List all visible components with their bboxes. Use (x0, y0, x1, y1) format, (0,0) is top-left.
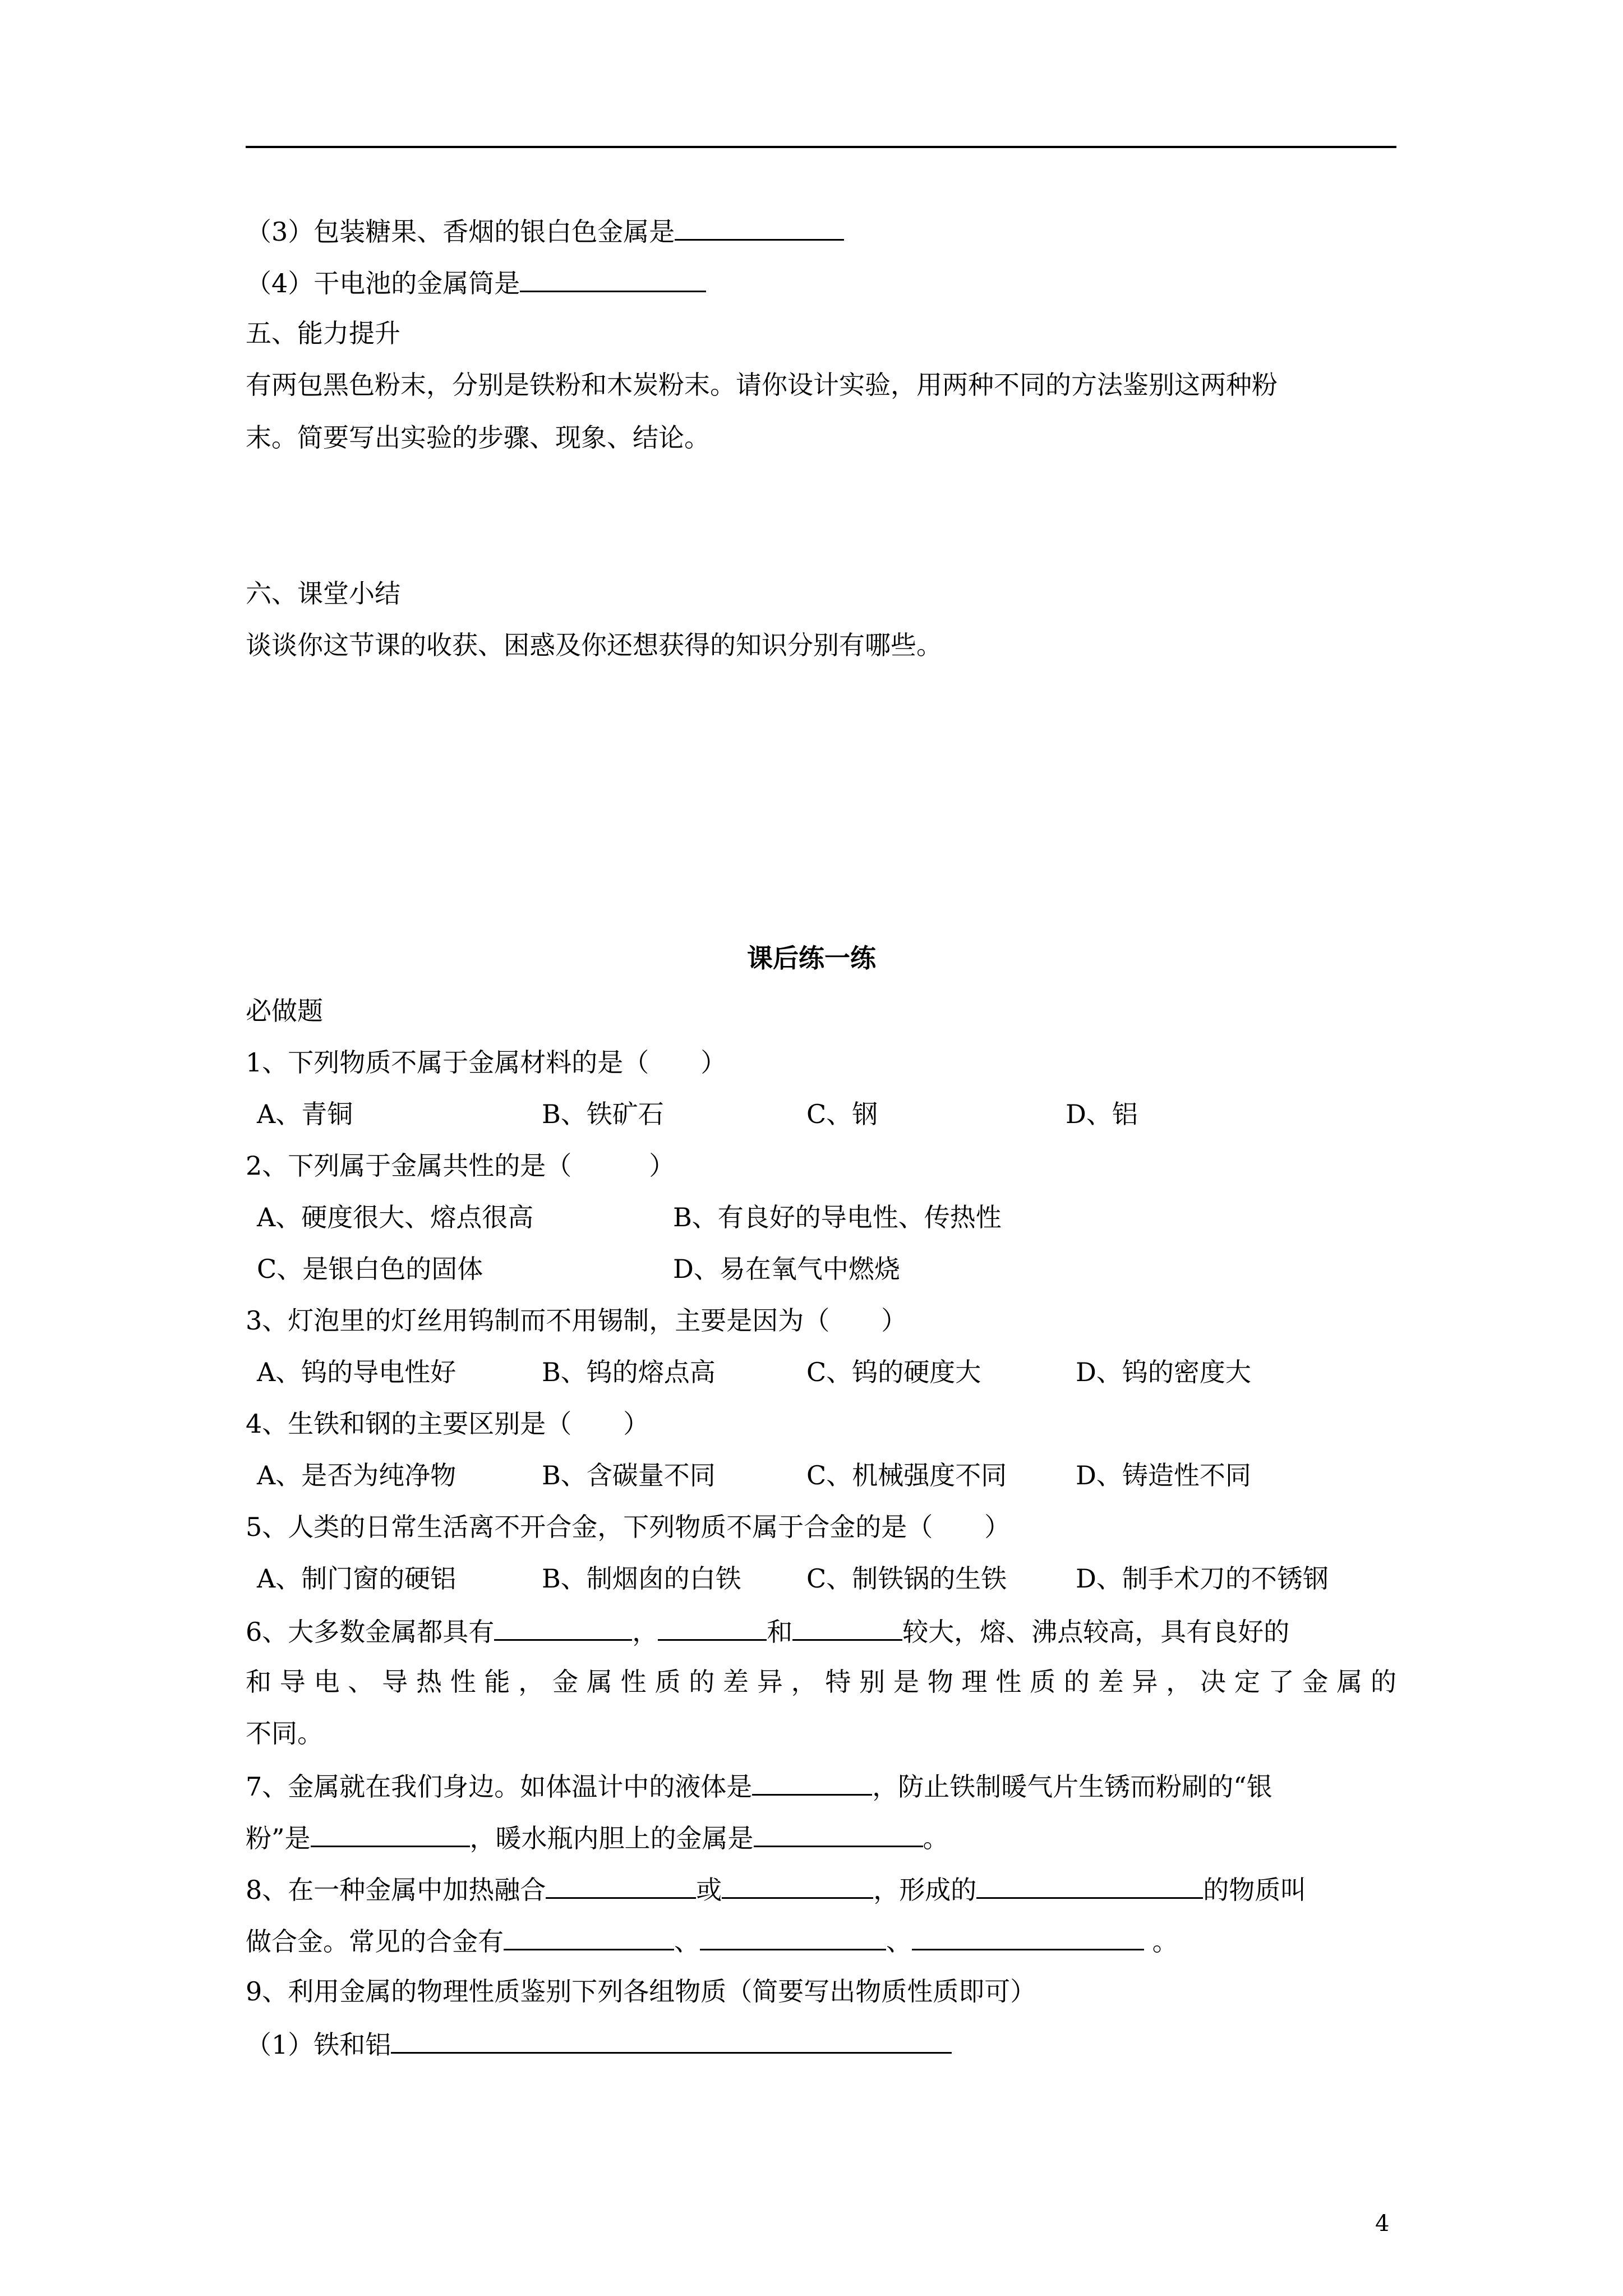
q1-option-a[interactable]: A、青铜 (257, 1099, 353, 1129)
answer-blank[interactable] (752, 1769, 872, 1796)
question-5-stem: 5、人类的日常生活离不开合金，下列物质不属于合金的是（ ） (246, 1512, 1011, 1542)
question-7-line2: 粉”是 ，暖水瓶内胆上的金属是 。 (246, 1821, 949, 1854)
question-7-line1: 7、金属就在我们身边。如体温计中的液体是 ，防止铁制暖气片生锈而粉刷的“银 (246, 1769, 1272, 1802)
q1-option-c[interactable]: C、钢 (806, 1099, 878, 1129)
question-1-stem: 1、下列物质不属于金属材料的是（ ） (246, 1047, 727, 1078)
q3-option-d[interactable]: D、钨的密度大 (1076, 1357, 1251, 1387)
question-9-stem: 9、利用金属的物理性质鉴别下列各组物质（简要写出物质性质即可） (246, 1976, 1036, 2007)
q4-option-d[interactable]: D、铸造性不同 (1076, 1460, 1251, 1490)
q2-option-b[interactable]: B、有良好的导电性、传热性 (673, 1202, 1002, 1232)
answer-blank[interactable] (754, 1821, 923, 1847)
answer-blank[interactable] (520, 266, 706, 292)
answer-blank[interactable] (675, 214, 844, 241)
answer-blank[interactable] (546, 1872, 696, 1899)
answer-blank[interactable] (792, 1614, 902, 1641)
q4-option-b[interactable]: B、含碳量不同 (542, 1460, 716, 1490)
q4-option-a[interactable]: A、是否为纯净物 (257, 1460, 457, 1490)
q4-option-c[interactable]: C、机械强度不同 (806, 1460, 1007, 1490)
q5-option-c[interactable]: C、制铁锅的生铁 (806, 1563, 1007, 1594)
section-5-text-line2: 末。简要写出实验的步骤、现象、结论。 (246, 422, 710, 453)
q1-option-b[interactable]: B、铁矿石 (542, 1099, 664, 1129)
answer-blank[interactable] (391, 2027, 952, 2054)
page-number: 4 (1375, 2211, 1390, 2237)
q2-option-a[interactable]: A、硬度很大、熔点很高 (257, 1202, 534, 1232)
question-6-line2: 和导电、导热性能，金属性质的差异，特别是物理性质的差异，决定了金属的 (246, 1667, 1396, 1697)
q3-option-b[interactable]: B、钨的熔点高 (542, 1357, 716, 1387)
answer-blank[interactable] (912, 1924, 1144, 1950)
answer-blank[interactable] (976, 1872, 1203, 1899)
q2-option-c[interactable]: C、是银白色的固体 (257, 1254, 483, 1284)
section-6-title: 六、课堂小结 (246, 578, 400, 609)
q3-option-c[interactable]: C、钨的硬度大 (806, 1357, 981, 1387)
fill-question-3: （3）包装糖果、香烟的银白色金属是 (246, 214, 844, 247)
answer-blank[interactable] (494, 1614, 632, 1641)
answer-blank[interactable] (504, 1924, 674, 1950)
question-3-stem: 3、灯泡里的灯丝用钨制而不用锡制，主要是因为（ ） (246, 1305, 907, 1336)
answer-blank[interactable] (700, 1924, 886, 1950)
question-2-stem: 2、下列属于金属共性的是（ ） (246, 1151, 675, 1181)
section-5-text-line1: 有两包黑色粉末，分别是铁粉和木炭粉末。请你设计实验，用两种不同的方法鉴别这两种粉 (246, 370, 1278, 400)
answer-blank[interactable] (722, 1872, 873, 1899)
q5-option-a[interactable]: A、制门窗的硬铝 (257, 1563, 457, 1594)
question-4-stem: 4、生铁和钢的主要区别是（ ） (246, 1409, 649, 1439)
q5-option-d[interactable]: D、制手术刀的不锈钢 (1076, 1563, 1329, 1594)
section-5-title: 五、能力提升 (246, 318, 400, 348)
q5-option-b[interactable]: B、制烟囱的白铁 (542, 1563, 741, 1594)
question-8-line1: 8、在一种金属中加热融合 或 ，形成的 的物质叫 (246, 1872, 1306, 1906)
question-6-line3: 不同。 (246, 1718, 323, 1749)
q1-option-d[interactable]: D、铝 (1066, 1099, 1138, 1129)
q3-option-a[interactable]: A、钨的导电性好 (257, 1357, 457, 1387)
answer-blank[interactable] (311, 1821, 470, 1847)
header-rule (246, 146, 1396, 148)
question-8-line2: 做合金。常见的合金有 、 、 。 (246, 1924, 1178, 1957)
question-9-sub1: （1）铁和铝 (246, 2027, 952, 2060)
section-6-text: 谈谈你这节课的收获、困惑及你还想获得的知识分别有哪些。 (246, 630, 942, 660)
required-label: 必做题 (246, 996, 323, 1026)
q2-option-d[interactable]: D、易在氧气中燃烧 (673, 1254, 900, 1284)
fill-question-4: （4）干电池的金属筒是 (246, 266, 706, 299)
question-6-line1: 6、大多数金属都具有 ， 和 较大，熔、沸点较高，具有良好的 (246, 1614, 1289, 1648)
answer-blank[interactable] (658, 1614, 767, 1641)
practice-title: 课后练一练 (747, 943, 876, 973)
